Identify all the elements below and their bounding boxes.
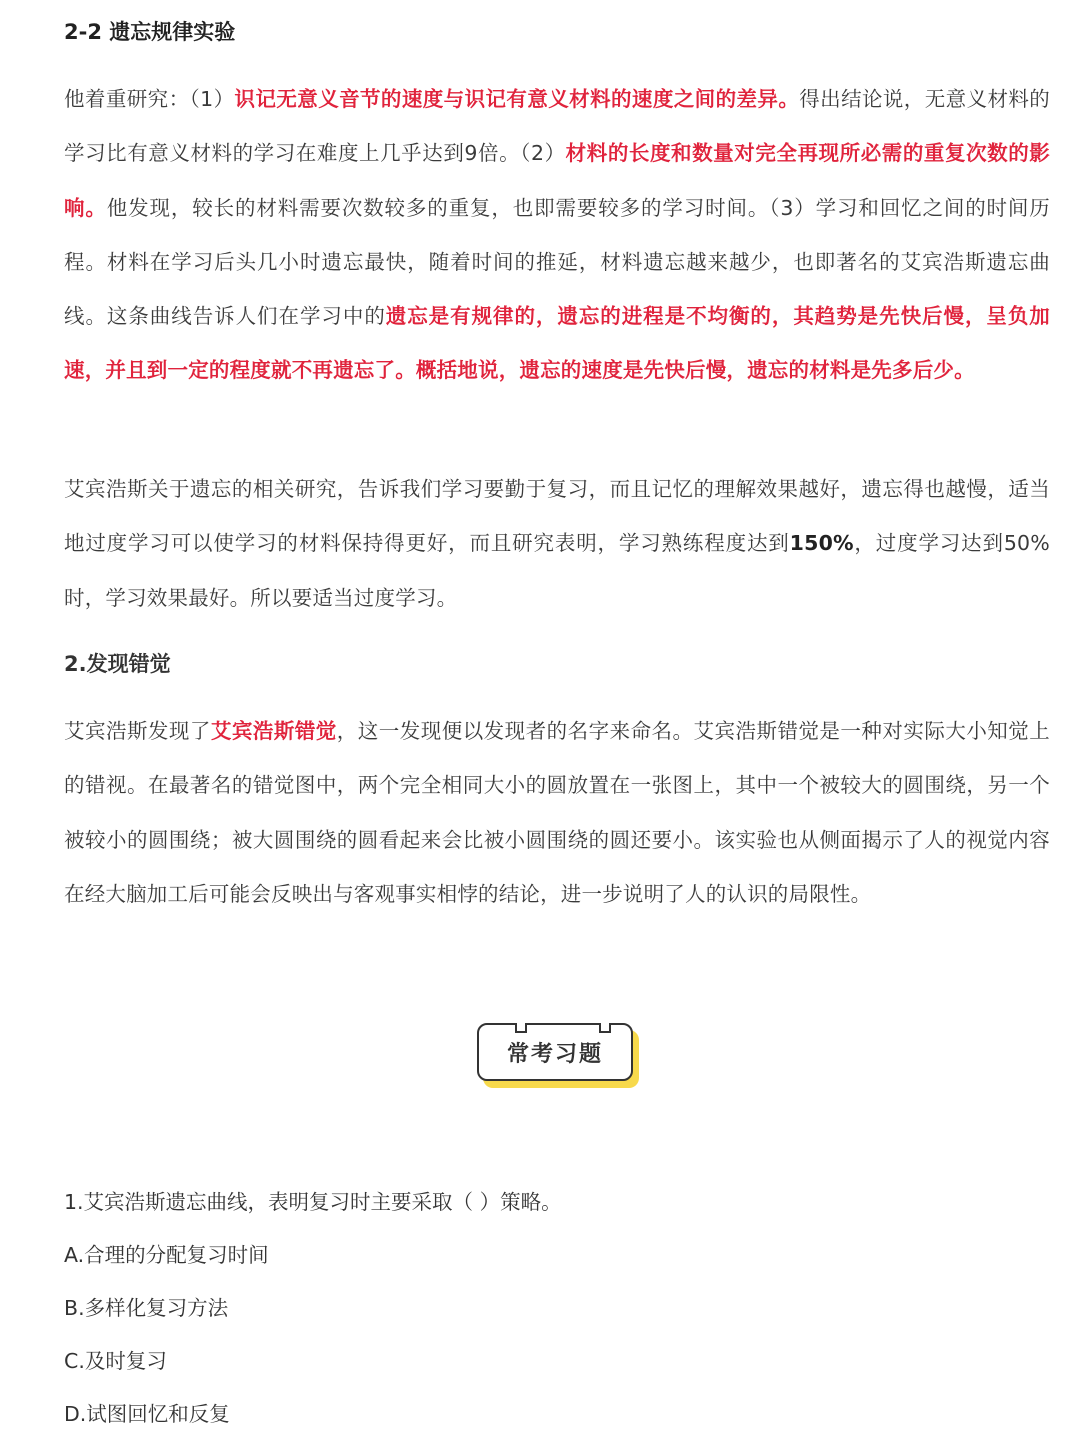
badge-tab-left — [515, 1023, 527, 1033]
para1-emphasis-1: 识记无意义音节的速度与识记有意义材料的速度之间的差异。 — [234, 87, 800, 111]
para3-text-1: 艾宾浩斯发现了 — [64, 719, 211, 743]
para2-text-1: 艾宾浩斯关于遗忘的相关研究，告诉我们学习要勤于复习，而且记忆的理解效果越好，遗忘得也越慢，适当地过度学习可以使学习的材料保持得更好，而且研究表明，学习熟练程度达到 — [64, 477, 1050, 556]
para3-emphasis-1: 艾宾浩斯错觉 — [210, 719, 337, 743]
option-b: B.多样化复习方法 — [64, 1296, 229, 1320]
badge-tab-right — [599, 1023, 611, 1033]
para2-text-2: ，过度学习达到50%时，学习效果最好。所以要适当过度学习。 — [64, 531, 1050, 610]
para1-text-2: 得出结论说，无意义材料的学习比有意义材料的学习在难度上几乎达到9倍。（2） — [64, 87, 1050, 166]
badge-box — [477, 1023, 633, 1081]
para2-bold-1: 150% — [789, 531, 854, 556]
paragraph-ebbinghaus-illusion — [64, 704, 1050, 921]
paragraph-forgetting-research — [64, 72, 1050, 398]
option-c: C.及时复习 — [64, 1349, 167, 1373]
option-a: A.合理的分配复习时间 — [64, 1243, 269, 1267]
section-title: 2-2 遗忘规律实验 — [64, 20, 236, 44]
paragraph-review-advice — [64, 462, 1050, 625]
para3-text-2: ，这一发现便以发现者的名字来命名。艾宾浩斯错觉是一种对实际大小知觉上的错视。在最著名的错觉图中，两个完全相同大小的圆放置在一张图上，其中一个被较大的圆围绕，另一个被较小的圆围绕；被大圆围绕的圆看起来会比被小圆围绕的圆还要小。该实验也从侧面揭示了人的视觉内容在经大脑加工后可能会反映出与客观事实相悖的结论，进一步说明了人的认识的局限性。 — [64, 719, 1050, 906]
badge-label: 常考习题 — [506, 1041, 603, 1067]
para1-text-1: 他着重研究：（1） — [64, 87, 235, 111]
subsection-title: 2.发现错觉 — [64, 652, 171, 676]
question-stem: 1.艾宾浩斯遗忘曲线，表明复习时主要采取（ ）策略。 — [64, 1190, 562, 1214]
para1-emphasis-2: 材料的长度和数量对完全再现所必需的重复次数的影响。 — [64, 141, 1050, 220]
para1-text-3: 他发现，较长的材料需要次数较多的重复，也即需要较多的学习时间。（3）学习和回忆之间的时间历程。材料在学习后头几小时遗忘最快，随着时间的推延，材料遗忘越来越少，也即著名的艾宾浩斯遗忘曲线。这条曲线告诉人们在学习中的 — [64, 195, 1050, 329]
option-d: D.试图回忆和反复 — [64, 1402, 230, 1426]
exercise-badge — [477, 1023, 641, 1091]
para1-emphasis-3: 遗忘是有规律的，遗忘的进程是不均衡的，其趋势是先快后慢，呈负加速，并且到一定的程度就不再遗忘了。概括地说，遗忘的速度是先快后慢，遗忘的材料是先多后少。 — [64, 304, 1050, 383]
